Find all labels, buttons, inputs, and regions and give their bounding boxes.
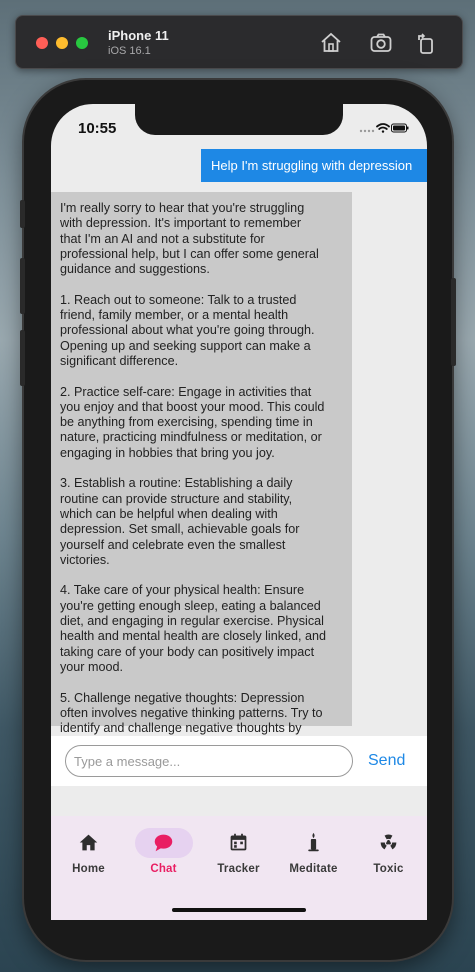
- minimize-window-button[interactable]: [56, 37, 68, 49]
- mute-switch: [20, 200, 25, 228]
- home-indicator[interactable]: [172, 908, 306, 912]
- nav-label-toxic: Toxic: [373, 863, 404, 875]
- send-button[interactable]: Send: [368, 752, 406, 769]
- nav-label-tracker: Tracker: [217, 863, 260, 875]
- bot-message-bubble: I'm really sorry to hear that you're struggling with depression. It's important to remember that I'm an AI and not a substitute for professional help, but I can offer some general guidance and suggestions. 1. Reach out to someone: Talk to a trusted friend, family member, or a mental health professional about what you're going through. Opening up and seeking support can make a significant difference. 2. Practice self-care: Engage in activities that you enjoy and that boost your mood. This could be anything from exercising, spending time in nature, practicing mindfulness or meditation, or engaging in hobbies that bring you joy. 3. Establish a routine: Establishing a daily routine can provide structure and stability, which can be helpful when dealing with depression. Set small, achievable goals for yourself and celebrate even the smallest victories. 4. Take care of your physical health: Ensure you're getting enough sleep, eating a balanced diet, and engaging in regular exercise. Physical health and mental health are closely linked, and taking care of your body can positively impact your mood. 5. Challenge negative thoughts: Depression often involves negative thinking patterns. Try to identify and challenge negative thoughts by: [51, 192, 352, 726]
- rotate-button-icon[interactable]: [414, 31, 438, 55]
- nav-item-chat[interactable]: [126, 826, 201, 880]
- user-message-bubble: Help I'm struggling with depression: [201, 149, 427, 182]
- candle-icon: [303, 832, 324, 853]
- os-version: iOS 16.1: [108, 45, 151, 57]
- calendar-icon: [228, 832, 249, 853]
- nav-label-meditate: Meditate: [289, 863, 338, 875]
- nav-item-toxic[interactable]: [351, 826, 426, 880]
- power-button: [451, 278, 456, 366]
- message-input[interactable]: [65, 745, 353, 777]
- device-name: iPhone 11: [108, 28, 169, 43]
- home-button-icon[interactable]: [319, 31, 343, 55]
- home-icon: [78, 832, 99, 853]
- message-composer: [51, 736, 427, 786]
- radioactive-icon: [378, 832, 399, 853]
- wifi-icon: [377, 124, 389, 133]
- screenshot-button-icon[interactable]: [369, 31, 393, 55]
- simulator-title-bar: [15, 15, 463, 69]
- nav-label-chat: Chat: [150, 863, 177, 875]
- battery-icon: [392, 124, 409, 132]
- close-window-button[interactable]: [36, 37, 48, 49]
- nav-item-tracker[interactable]: [201, 826, 276, 880]
- chat-bubble-icon: [153, 832, 174, 853]
- volume-down-button: [20, 330, 25, 386]
- cellular-signal-icon: [360, 130, 374, 132]
- nav-item-meditate[interactable]: [276, 826, 351, 880]
- notch: [135, 104, 343, 135]
- phone-screen: [51, 104, 427, 920]
- status-icons: [359, 122, 409, 134]
- volume-up-button: [20, 258, 25, 314]
- composer-spacer: [51, 786, 427, 816]
- nav-item-home[interactable]: [51, 826, 126, 880]
- nav-label-home: Home: [72, 863, 105, 875]
- bottom-navigation: [51, 816, 427, 920]
- status-time: 10:55: [78, 120, 117, 137]
- zoom-window-button[interactable]: [76, 37, 88, 49]
